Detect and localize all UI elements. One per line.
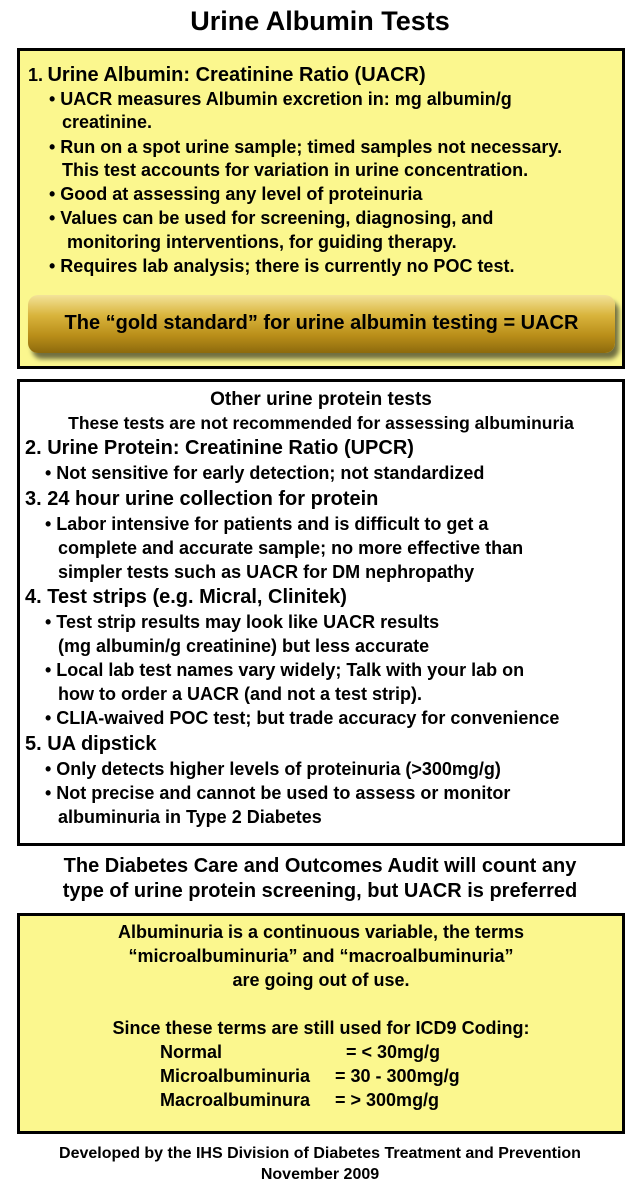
other-tests-box xyxy=(17,379,625,846)
coding-value: = 30 - 300mg/g xyxy=(335,1066,460,1086)
uacr-bullet: • Values can be used for screening, diagnosing, and xyxy=(49,208,494,228)
test-bullet: • Not sensitive for early detection; not standardized xyxy=(45,463,485,483)
albuminuria-text: Albuminuria is a continuous variable, the terms xyxy=(117,922,525,942)
uacr-bullet: • Requires lab analysis; there is currently no POC test. xyxy=(49,256,515,276)
test-bullet: • CLIA-waived POC test; but trade accuracy for convenience xyxy=(45,708,560,728)
test-bullet-cont: albuminuria in Type 2 Diabetes xyxy=(58,807,322,827)
audit-note-line: type of urine protein screening, but UACR is preferred xyxy=(62,880,578,902)
uacr-bullet-cont: monitoring interventions, for guiding therapy. xyxy=(67,232,457,252)
test-bullet: • Test strip results may look like UACR results xyxy=(45,612,440,632)
test-bullet: • Not precise and cannot be used to assess or monitor xyxy=(45,783,511,803)
gold-standard-text: The “gold standard” for urine albumin testing = UACR xyxy=(64,312,579,334)
test-bullet-cont: simpler tests such as UACR for DM nephropathy xyxy=(58,562,475,582)
test-bullet: • Local lab test names vary widely; Talk with your lab on xyxy=(45,660,525,680)
coding-term: Normal xyxy=(160,1042,223,1062)
test-heading-upcr: 2. Urine Protein: Creatinine Ratio (UPCR) xyxy=(25,437,414,459)
other-tests-subheading: These tests are not recommended for assessing albuminuria xyxy=(68,413,574,433)
uacr-bullet: • Good at assessing any level of proteinuria xyxy=(49,184,423,204)
audit-note-line: The Diabetes Care and Outcomes Audit will count any xyxy=(63,855,577,877)
uacr-box xyxy=(17,48,625,369)
albuminuria-text: are going out of use. xyxy=(232,970,410,990)
test-heading-dipstick: 5. UA dipstick xyxy=(25,733,157,755)
uacr-heading-text: Urine Albumin: Creatinine Ratio (UACR) xyxy=(47,64,426,86)
uacr-heading-number: 1. xyxy=(28,65,44,85)
test-bullet: • Labor intensive for patients and is difficult to get a xyxy=(45,514,489,534)
uacr-bullet: • Run on a spot urine sample; timed samples not necessary. xyxy=(49,137,563,157)
coding-term: Microalbuminuria xyxy=(160,1066,311,1086)
uacr-heading xyxy=(28,64,426,87)
coding-term: Macroalbuminura xyxy=(160,1090,311,1110)
gold-standard-banner xyxy=(28,295,615,353)
coding-value: = > 300mg/g xyxy=(335,1090,440,1110)
uacr-bullet: • UACR measures Albumin excretion in: mg albumin/g xyxy=(49,89,512,109)
uacr-bullet-cont: This test accounts for variation in urine concentration. xyxy=(62,160,529,180)
coding-value: = < 30mg/g xyxy=(346,1042,441,1062)
test-heading-strips: 4. Test strips (e.g. Micral, Clinitek) xyxy=(25,586,347,608)
test-bullet-cont: complete and accurate sample; no more effective than xyxy=(58,538,524,558)
albuminuria-text: “microalbuminuria” and “macroalbuminuria” xyxy=(128,946,514,966)
footer-credit: Developed by the IHS Division of Diabetes Treatment and Prevention xyxy=(59,1145,581,1162)
uacr-bullet-cont: creatinine. xyxy=(62,112,153,132)
test-bullet: • Only detects higher levels of proteinuria (>300mg/g) xyxy=(45,759,501,779)
test-heading-24hr: 3. 24 hour urine collection for protein xyxy=(25,488,379,510)
test-bullet-cont: how to order a UACR (and not a test strip). xyxy=(58,684,423,704)
other-tests-heading: Other urine protein tests xyxy=(210,389,432,410)
footer-date: November 2009 xyxy=(260,1166,380,1183)
icd9-intro: Since these terms are still used for ICD9 Coding: xyxy=(112,1018,530,1038)
albuminuria-box xyxy=(17,913,625,1134)
test-bullet-cont: (mg albumin/g creatinine) but less accurate xyxy=(58,636,430,656)
page-title: Urine Albumin Tests xyxy=(190,6,450,36)
